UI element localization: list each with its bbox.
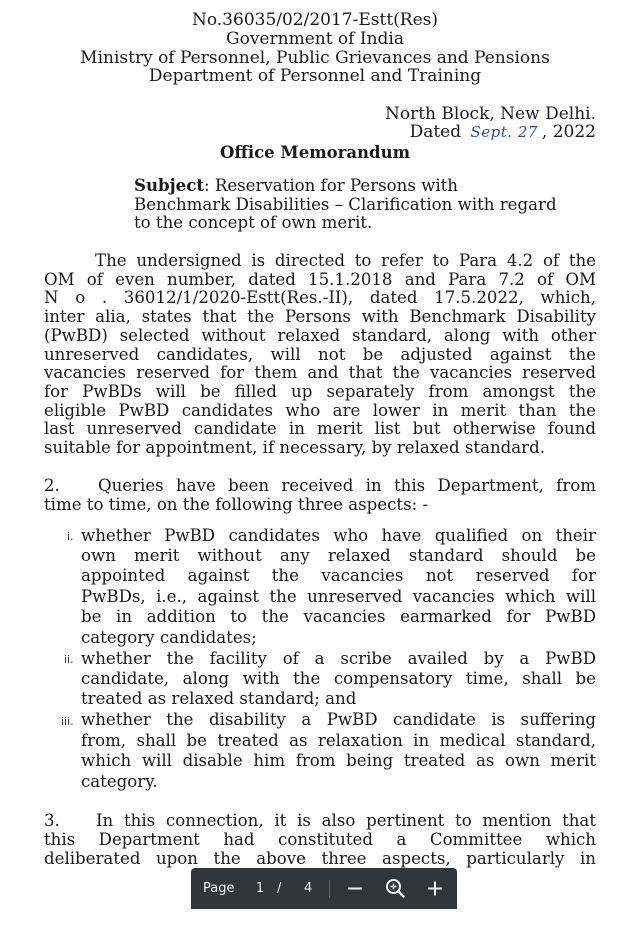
list-item-line: treated as relaxed standard; and: [81, 689, 357, 708]
para1-line: for PwBDs will be filled up separately from amongst the: [44, 382, 596, 401]
total-pages: 4: [304, 881, 313, 896]
para3-line: deliberated upon the above three aspects, particularly in: [44, 849, 596, 868]
list-item-line: category.: [81, 772, 158, 791]
place-line: North Block, New Delhi.: [384, 104, 596, 124]
list-marker: i.: [67, 530, 74, 543]
list-item-line: own merit without any relaxed standard should be: [81, 546, 596, 565]
list-item-line: from, shall be treated as relaxation in medical standard,: [81, 731, 596, 750]
current-page-input[interactable]: 1: [255, 881, 265, 896]
para2-line: time to time, on the following three aspects: -: [44, 495, 429, 514]
reference-number: No.36035/02/2017-Estt(Res): [191, 10, 439, 30]
para3-line: this Department had constituted a Committee which: [44, 830, 596, 849]
list-marker: ii.: [64, 653, 74, 666]
dated-label: Dated: [409, 122, 462, 142]
magnifier-icon: [383, 868, 407, 909]
subject-label: Subject: [134, 175, 204, 195]
list-item-line: be in addition to the vacancies earmarked for PwBD: [81, 607, 596, 626]
list-marker: iii.: [61, 715, 74, 728]
para1-line: (PwBD) selected without relaxed standard, along with other: [44, 326, 596, 345]
list-item-line: whether the facility of a scribe availed by a PwBD: [81, 649, 596, 668]
date-line: [410, 123, 596, 142]
para1-line: eligible PwBD candidates who are lower in merit than the: [44, 401, 596, 420]
subject-line-1: Subject: Reservation for Persons with: [134, 175, 458, 195]
list-item-line: whether PwBD candidates who have qualified on their: [81, 526, 596, 545]
para3-line: In this connection, it is also pertinent to mention that: [96, 811, 596, 830]
pdf-viewer-toolbar: [191, 868, 457, 909]
para3-number: 3.: [44, 811, 60, 830]
list-item-line: candidate, along with the compensatory time, shall be: [81, 669, 596, 688]
list-item-line: category candidates;: [81, 628, 257, 647]
para2-number: 2.: [44, 476, 60, 495]
department-line: Department of Personnel and Training: [148, 66, 482, 86]
para1-line: vacancies reserved for them and that the vacancies reserved: [44, 363, 596, 382]
handwritten-date: Sept. 27: [470, 123, 538, 141]
government-line: Government of India: [226, 29, 404, 49]
para1-line: OM of even number, dated 15.1.2018 and Para 7.2 of OM: [44, 270, 596, 289]
list-item-line: whether the disability a PwBD candidate is suffering: [81, 710, 596, 729]
minus-icon: [343, 868, 367, 909]
page-separator: /: [277, 881, 282, 896]
para1-line: The undersigned is directed to refer to Para 4.2 of the: [95, 251, 596, 270]
page-label: Page: [203, 881, 235, 896]
zoom-out-button[interactable]: [343, 868, 367, 909]
toolbar-divider: [329, 880, 330, 898]
plus-icon: [423, 868, 447, 909]
list-item-line: which will disable him from being treated as own merit: [81, 751, 596, 770]
para1-line: N o . 36012/1/2020-Estt(Res.-II), dated 17.5.2022, which,: [44, 288, 596, 307]
list-item-line: PwBDs, i.e., against the unreserved vacancies which will: [81, 587, 596, 606]
document-title: Office Memorandum: [219, 143, 411, 162]
list-item-line: appointed against the vacancies not reserved for: [81, 566, 596, 585]
para2-line: Queries have been received in this Department, from: [98, 476, 596, 495]
zoom-fit-button[interactable]: [383, 868, 407, 909]
ministry-line: Ministry of Personnel, Public Grievances and Pensions: [80, 48, 550, 68]
para1-line: inter alia, states that the Persons with Benchmark Disability: [44, 307, 596, 326]
para1-line: suitable for appointment, if necessary, by relaxed standard.: [44, 438, 546, 457]
dated-year: , 2022: [541, 122, 596, 142]
para1-line: last unreserved candidate in merit list but otherwise found: [44, 419, 596, 438]
para1-line: unreserved candidates, will not be adjusted against the: [44, 345, 596, 364]
subject-line-2: Benchmark Disabilities – Clarification with regard: [134, 195, 557, 214]
zoom-in-button[interactable]: [423, 868, 447, 909]
subject-line-3: to the concept of own merit.: [134, 213, 373, 232]
